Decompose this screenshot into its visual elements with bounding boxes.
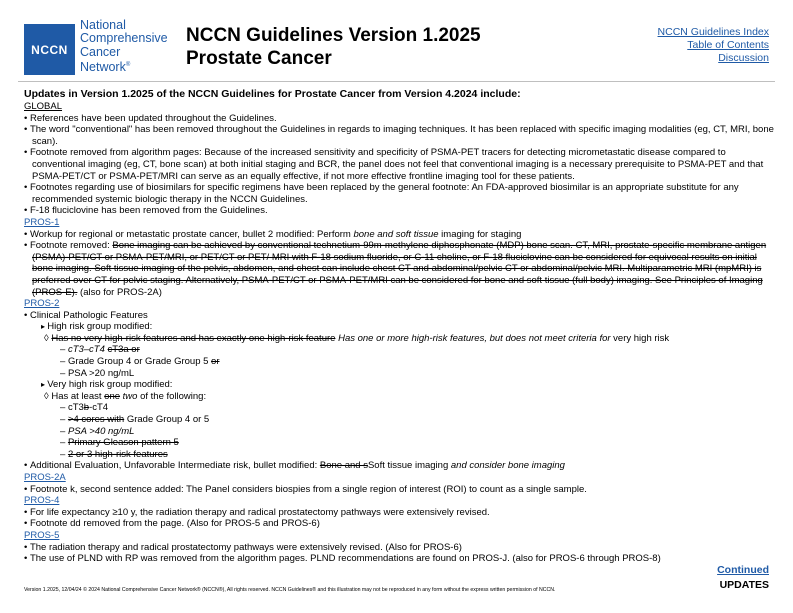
section-link-pros-1[interactable]: PROS-1 bbox=[24, 216, 60, 228]
updates-content bbox=[24, 88, 774, 565]
list-item: • References have been updated throughout the Guidelines. bbox=[24, 113, 774, 125]
updates-label: UPDATES bbox=[719, 579, 769, 591]
list-item: • The word "conventional" has been removed throughout the Guidelines in regards to imaging techniques. It has been replaced with specific imaging modalities (eg, CT, MRI, bone scan). bbox=[24, 124, 774, 147]
list-item: – cT3b-cT4 bbox=[24, 402, 774, 414]
section-link-pros-2a[interactable]: PROS-2A bbox=[24, 472, 66, 483]
list-item: – 2 or 3 high-risk features bbox=[24, 449, 774, 461]
nccn-logo: NCCN bbox=[24, 24, 75, 75]
section-global: GLOBAL bbox=[24, 101, 63, 112]
section-link-pros-2[interactable]: PROS-2 bbox=[24, 298, 60, 310]
list-item: ◊ Has no very high-risk features and has exactly one high-risk feature Has one or more high-risk features, but does not meet criteria for very high risk bbox=[24, 333, 774, 345]
list-item: • Footnote k, second sentence added: The Panel considers biospies from a single region of interest (ROI) to count as a single sample. bbox=[24, 484, 774, 496]
list-item: – PSA >20 ng/mL bbox=[24, 368, 774, 380]
list-item: • Footnote dd removed from the page. (Also for PROS-5 and PROS-6) bbox=[24, 518, 774, 530]
header-divider bbox=[18, 81, 775, 82]
removed-footnote-text: Bone imaging can be achieved by conventional technetium-99m-methylene diphosphonate (MDP) bone scan. CT, MRI, prostate-specific membrane antigen (PSMA)-PET/CT or PSMA-PET/MRI, or PET/CT or PET/ MRI with F-18 sodium fluoride, or C-11 choline, or F-18 fluciclovine can be considered for equivocal results on initial bone imaging. Soft tissue imaging of the pelvis, abdomen, and chest can include chest CT and abdominal/pelvic CT or abdominal/pelvic MRI. Multiparametric MRI (mpMRI) is preferred over CT for pelvic staging. Alternatively, PSMA-PET/CT or PSMA-PET/MRI can be considered for bone and soft tissue (full body) imaging. See Principles of Imaging (PROS-E). bbox=[32, 240, 767, 298]
list-item: • The radiation therapy and radical prostatectomy pathways were extensively revised. (Also for PROS-6) bbox=[24, 542, 774, 554]
list-item: ▸ Very high risk group modified: bbox=[24, 379, 774, 391]
discussion-link[interactable]: Discussion bbox=[718, 52, 769, 64]
list-item: – Primary Gleason pattern 5 bbox=[24, 437, 774, 449]
section-link-pros-5[interactable]: PROS-5 bbox=[24, 529, 60, 541]
list-item: • Footnote removed: Bone imaging can be achieved by conventional technetium-99m-methylene diphosphonate (MDP) bone scan. CT, MRI, prostate-specific membrane antigen (PSMA)-PET/CT or PSMA-PET/MRI, or PET/CT or PET/ MRI with F-18 sodium fluoride, or C-11 choline, or F-18 fluciclovine can be considered for equivocal results on initial bone imaging. Soft tissue imaging of the pelvis, abdomen, and chest can include chest CT and abdominal/pelvic CT or abdominal/pelvic MRI. Multiparametric MRI (mpMRI) is preferred over CT for pelvic staging. Alternatively, PSMA-PET/CT or PSMA-PET/MRI can be considered for bone and soft tissue (full body) imaging. See Principles of Imaging (PROS-E). (also for PROS-2A) bbox=[24, 240, 774, 298]
list-item: • Additional Evaluation, Unfavorable Intermediate risk, bullet modified: Bone and sSoft tissue imaging and consider bone imaging bbox=[24, 460, 774, 472]
section-link-pros-4[interactable]: PROS-4 bbox=[24, 495, 60, 507]
continued-link[interactable]: Continued bbox=[717, 564, 769, 576]
list-item: – PSA >40 ng/mL bbox=[24, 426, 774, 438]
list-item: – >4 cores with Grade Group 4 or 5 bbox=[24, 414, 774, 426]
list-item: • F-18 fluciclovine has been removed from the Guidelines. bbox=[24, 205, 774, 217]
list-item: – Grade Group 4 or Grade Group 5 or bbox=[24, 356, 774, 368]
guideline-version: NCCN Guidelines Version 1.2025 bbox=[186, 25, 481, 46]
guideline-title bbox=[186, 24, 481, 70]
cancer-type: Prostate Cancer bbox=[186, 48, 332, 69]
guidelines-index-link[interactable]: NCCN Guidelines Index bbox=[657, 26, 769, 38]
top-navigation-links bbox=[658, 26, 769, 65]
list-item: • The use of PLND with RP was removed from the algorithm pages. PLND recommendations are found on PROS-J. (also for PROS-6 through PROS-8) bbox=[24, 553, 774, 565]
organization-name: National Comprehensive Cancer Network® bbox=[80, 18, 168, 75]
list-item: ▸ High risk group modified: bbox=[24, 321, 774, 333]
updates-heading: Updates in Version 1.2025 of the NCCN Guidelines for Prostate Cancer from Version 4.2024 include: bbox=[24, 88, 521, 100]
list-item: • Workup for regional or metastatic prostate cancer, bullet 2 modified: Perform bone and soft tissue imaging for staging bbox=[24, 229, 774, 241]
list-item: – cT3–cT4 cT3a or bbox=[24, 344, 774, 356]
list-item: • For life expectancy ≥10 y, the radiation therapy and radical prostatectomy pathways were extensively revised. bbox=[24, 507, 774, 519]
list-item: • Footnote removed from algorithm pages: Because of the increased sensitivity and specificity of PSMA-PET tracers for detecting micrometastatic disease compared to conventional imaging (eg, CT, bone scan) at both initial staging and BCR, the panel does not feel that conventional imaging is a necessary prerequisite to PSMA-PET and that PSMA-PET/CT or PSMA-PET/MRI can serve as an equally effective, if not more effective frontline imaging tool for these patients. bbox=[24, 147, 774, 182]
copyright-footer: Version 1.2025, 12/04/24 © 2024 National Comprehensive Cancer Network® (NCCN®), All rights reserved. NCCN Guidelines® and this illustration may not be reproduced in any form without the express written permission of NCCN. bbox=[24, 587, 556, 593]
list-item: ◊ Has at least one two of the following: bbox=[24, 391, 774, 403]
list-item: • Footnotes regarding use of biosimilars for specific regimens have been replaced by the general footnote: An FDA-approved biosimilar is an appropriate substitute for any recommended systemic biologic therapy in the NCCN Guidelines. bbox=[24, 182, 774, 205]
list-item: • Clinical Pathologic Features bbox=[24, 310, 774, 322]
table-of-contents-link[interactable]: Table of Contents bbox=[687, 39, 769, 51]
